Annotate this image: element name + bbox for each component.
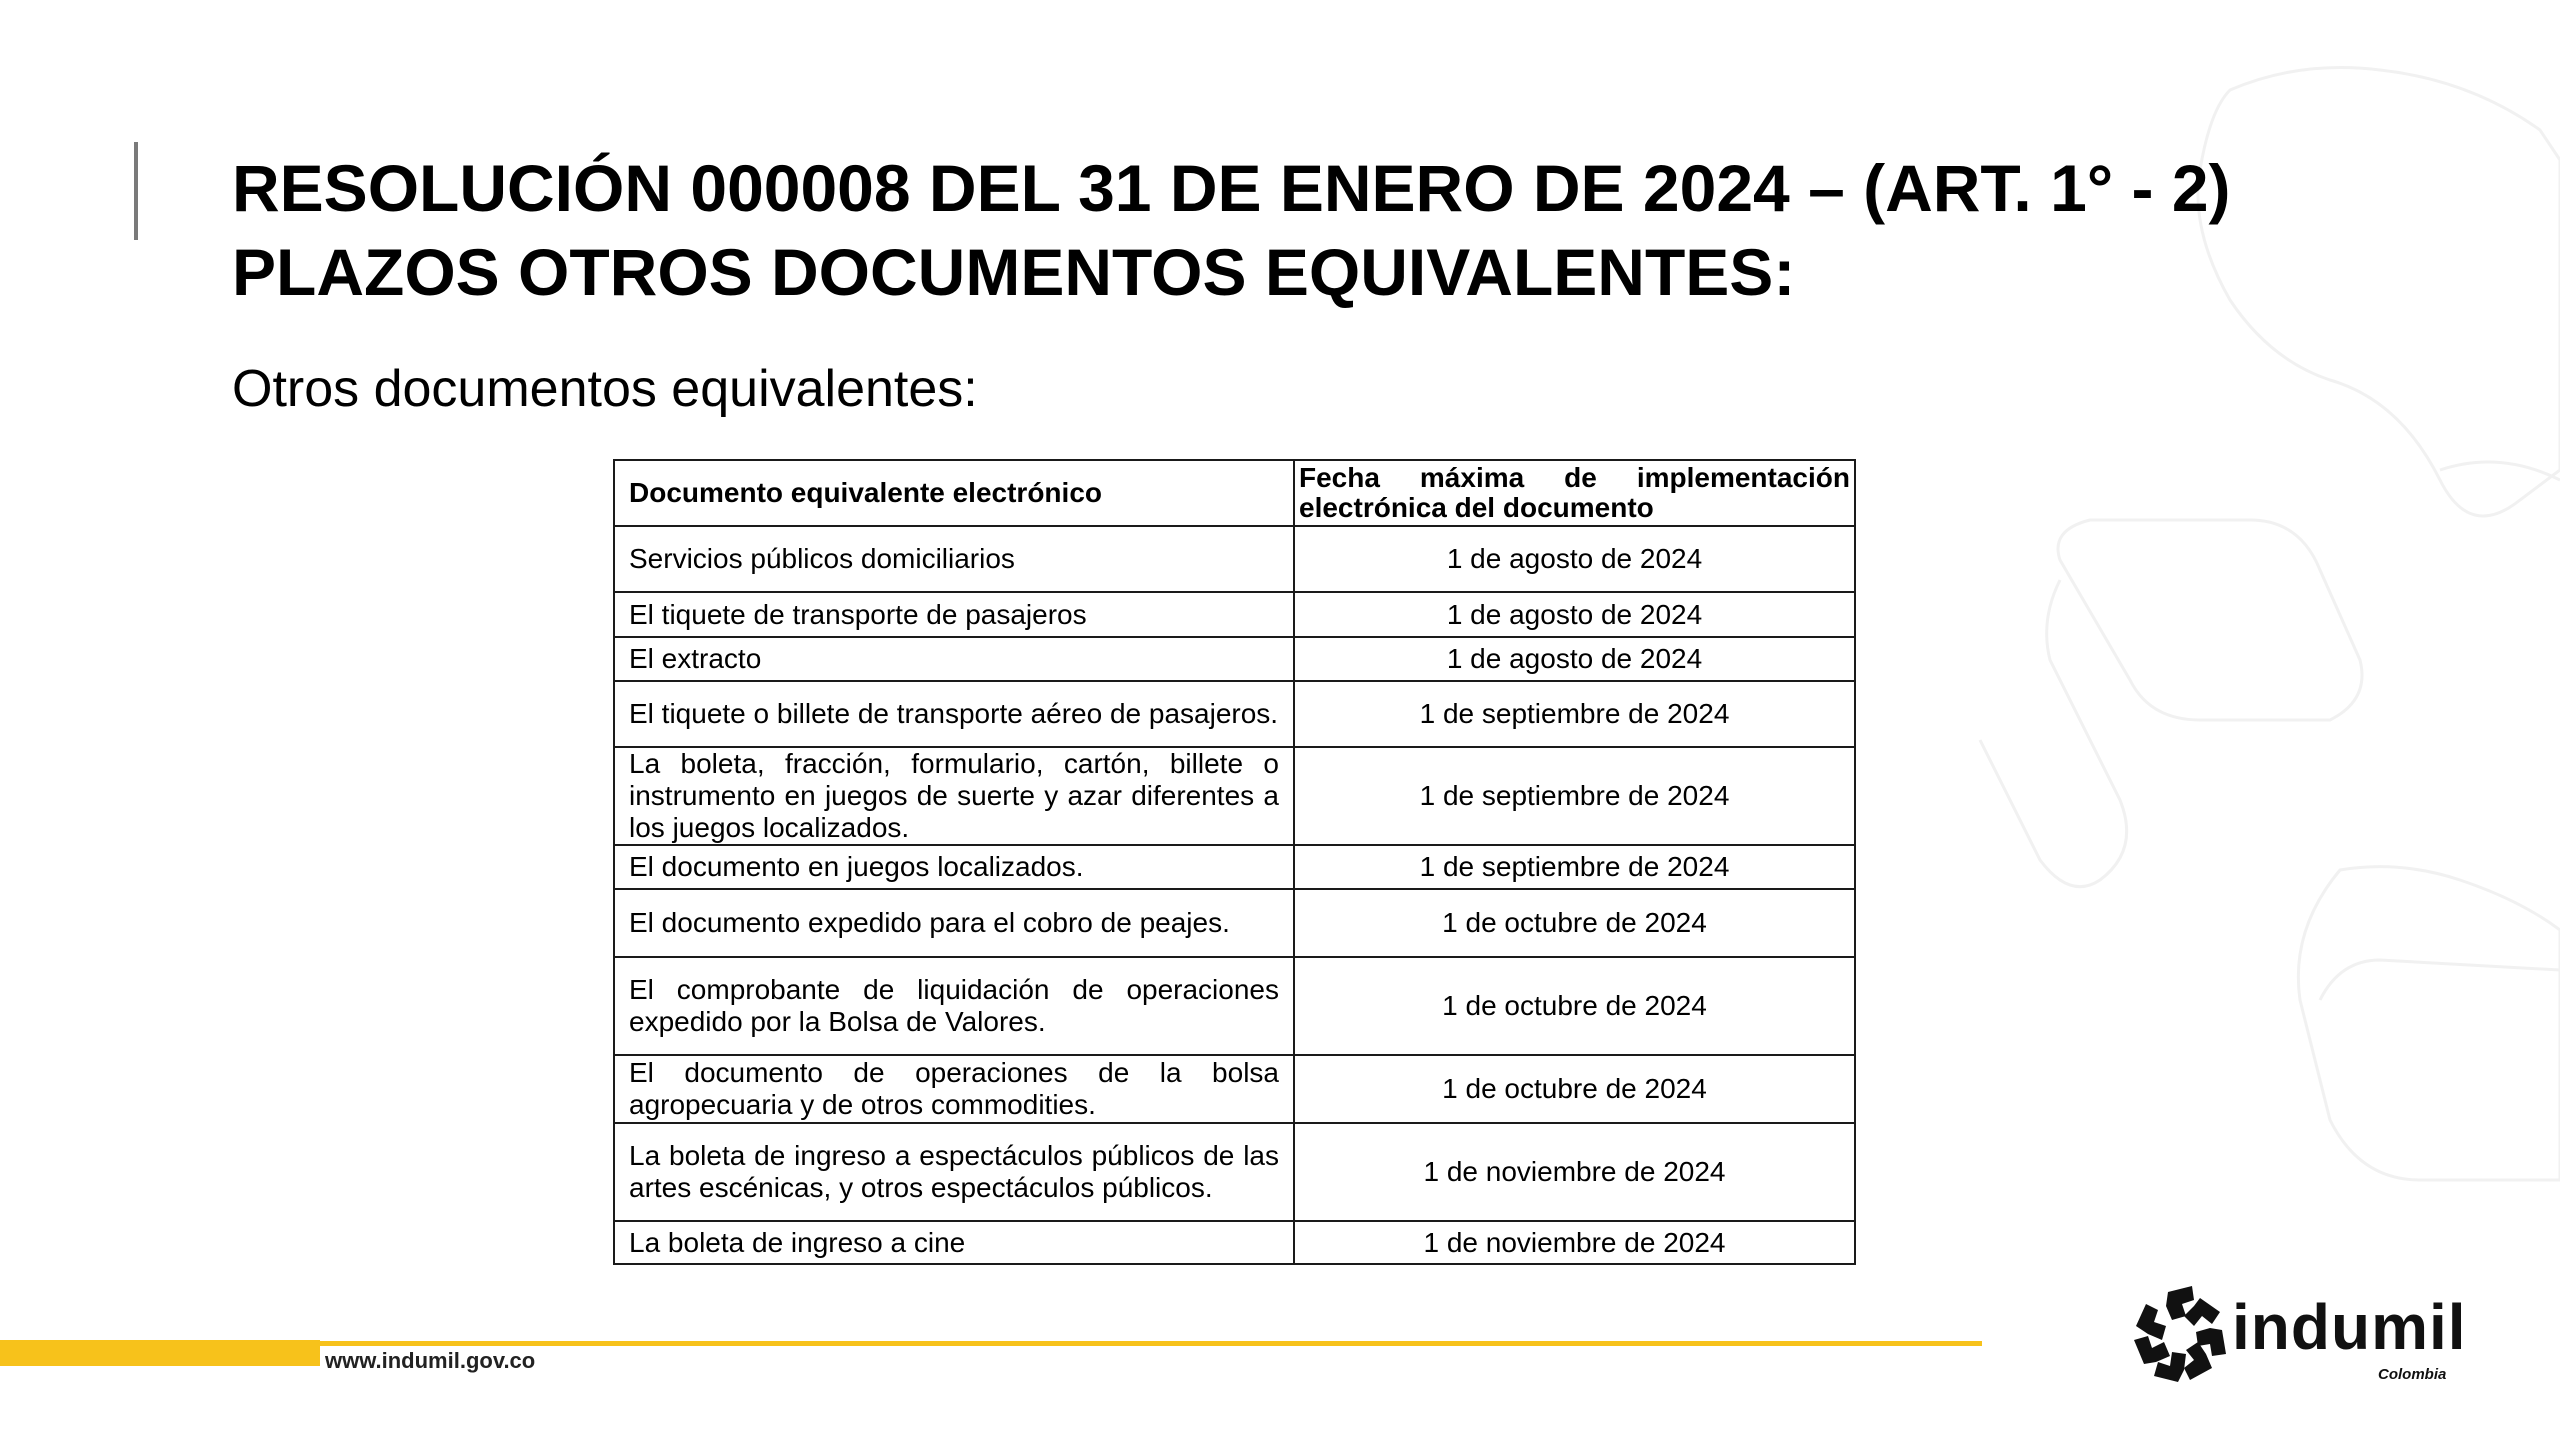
table-row [614, 1221, 1855, 1264]
deadline-cell: 1 de octubre de 2024 [1294, 889, 1855, 957]
footer-divider-line [320, 1341, 1982, 1346]
deadline-cell: 1 de octubre de 2024 [1294, 1055, 1855, 1123]
document-cell: Servicios públicos domiciliarios [614, 526, 1294, 592]
table-row [614, 845, 1855, 889]
table-row [614, 957, 1855, 1055]
table-row [614, 747, 1855, 845]
deadline-cell: 1 de noviembre de 2024 [1294, 1221, 1855, 1264]
table-row [614, 1123, 1855, 1221]
deadline-cell: 1 de septiembre de 2024 [1294, 747, 1855, 845]
document-cell: La boleta de ingreso a espectáculos públicos de las artes escénicas, y otros espectáculos públicos. [614, 1123, 1294, 1221]
document-cell: El documento de operaciones de la bolsa agropecuaria y de otros commodities. [614, 1055, 1294, 1123]
deadline-cell: 1 de septiembre de 2024 [1294, 845, 1855, 889]
document-cell: El extracto [614, 637, 1294, 681]
header-deadline: Fecha máxima de implementación electrónica del documento [1294, 460, 1855, 526]
document-cell: La boleta de ingreso a cine [614, 1221, 1294, 1264]
document-cell: El tiquete o billete de transporte aéreo de pasajeros. [614, 681, 1294, 747]
table-row [614, 681, 1855, 747]
logo-country: Colombia [2378, 1366, 2447, 1383]
deadline-cell: 1 de agosto de 2024 [1294, 526, 1855, 592]
deadline-cell: 1 de septiembre de 2024 [1294, 681, 1855, 747]
table-row [614, 889, 1855, 957]
slide-title-line1: RESOLUCIÓN 000008 DEL 31 DE ENERO DE 2024 – (ART. 1° - 2) [232, 151, 2231, 225]
footer-url: www.indumil.gov.co [325, 1348, 536, 1373]
deadline-cell: 1 de agosto de 2024 [1294, 637, 1855, 681]
table-row [614, 1055, 1855, 1123]
deadline-cell: 1 de agosto de 2024 [1294, 592, 1855, 637]
deadline-cell: 1 de noviembre de 2024 [1294, 1123, 1855, 1221]
deadlines-table [613, 459, 1856, 1265]
table-header-row [614, 460, 1855, 526]
slide-title [232, 146, 2231, 314]
document-cell: El tiquete de transporte de pasajeros [614, 592, 1294, 637]
slide-title-line2: PLAZOS OTROS DOCUMENTOS EQUIVALENTES: [232, 235, 1796, 309]
document-cell: El documento en juegos localizados. [614, 845, 1294, 889]
header-document: Documento equivalente electrónico [614, 460, 1294, 526]
table-row [614, 637, 1855, 681]
title-accent-bar [134, 142, 138, 240]
document-cell: El comprobante de liquidación de operaciones expedido por la Bolsa de Valores. [614, 957, 1294, 1055]
table-row [614, 526, 1855, 592]
slide-subtitle: Otros documentos equivalentes: [232, 360, 978, 418]
document-cell: La boleta, fracción, formulario, cartón, billete o instrumento en juegos de suerte y azar diferentes a los juegos localizados. [614, 747, 1294, 845]
document-cell: El documento expedido para el cobro de peajes. [614, 889, 1294, 957]
deadline-cell: 1 de octubre de 2024 [1294, 957, 1855, 1055]
logo-wordmark: indumil [2232, 1291, 2467, 1363]
table-row [614, 592, 1855, 637]
footer-accent-bar [0, 1340, 320, 1366]
